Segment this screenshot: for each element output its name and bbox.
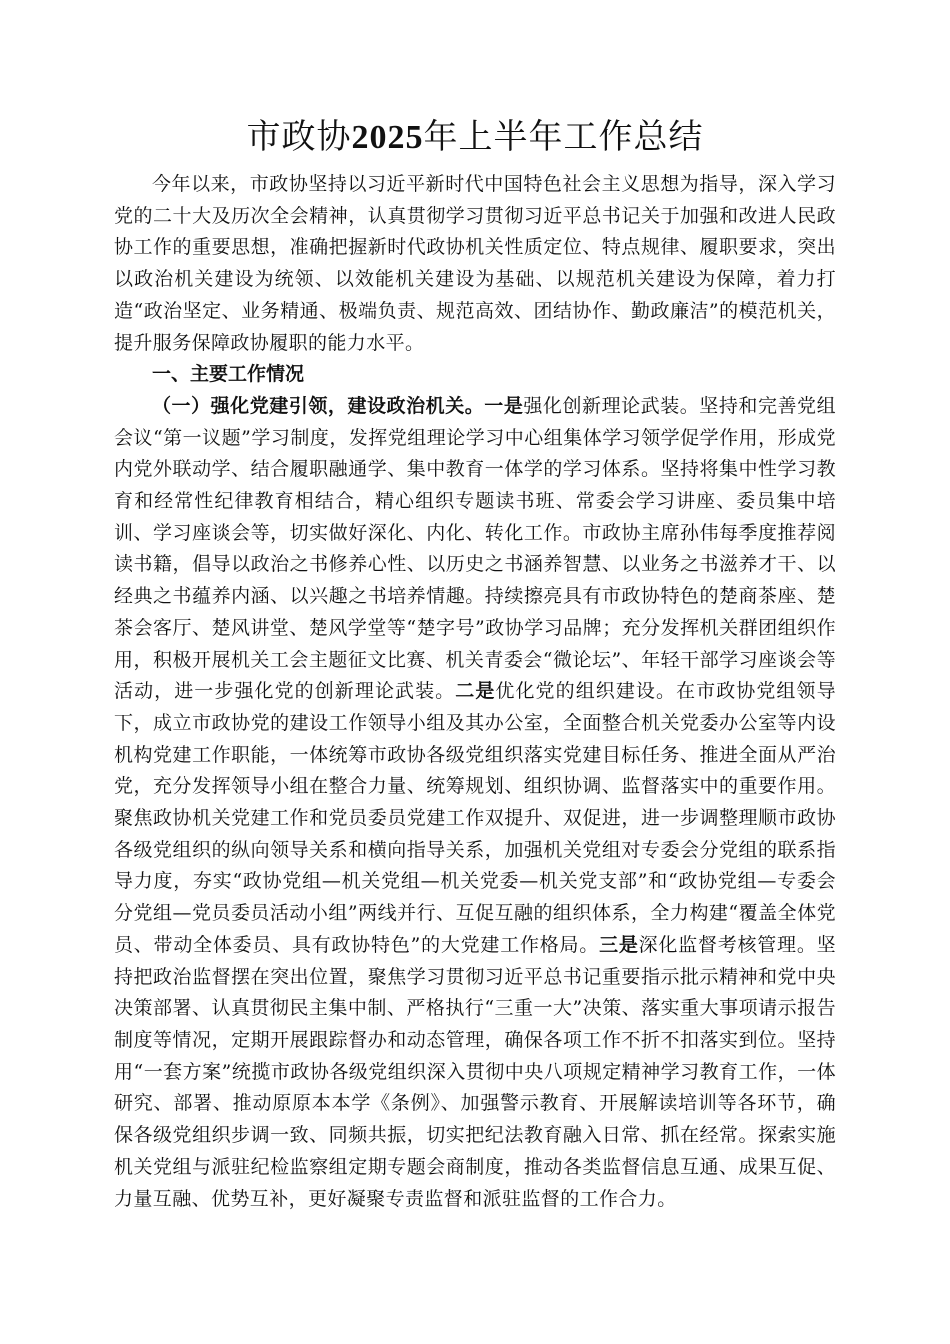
document-title [114, 112, 836, 163]
title-prefix: 市政协 [246, 117, 352, 157]
subsection-heading: （一）强化党建引领，建设政治机关。 [152, 394, 485, 417]
point-lead-1: 一是 [484, 394, 524, 417]
point-text-2: 优化党的组织建设。在市政协党组领导下，成立市政协党的建设工作领导小组及其办公室，全面整合机关党委办公室等内设机构党建工作职能，一体统筹市政协各级党组织落实党建目标任务、推进全面从严治党，充分发挥领导小组在整合力量、统筹规划、组织协调、监督落实中的重要作用。聚焦政协机关党建工作和党员委员党建工作双提升、双促进，进一步调整理顺市政协各级党组织的纵向领导关系和横向指导关系，加强机关党组对专委会分党组的联系指导力度，夯实“政协党组—机关党组—机关党委—机关党支部”和“政协党组—专委会分党组—党员委员活动小组”两线并行、互促互融的组织体系，全力构建“覆盖全体党员、带动全体委员、具有政协特色”的大党建工作格局。 [114, 680, 836, 956]
title-year: 2025 [351, 119, 424, 156]
point-lead-3: 三是 [599, 933, 639, 956]
section-paragraph [114, 391, 836, 1215]
section-heading: 一、主要工作情况 [152, 363, 305, 386]
point-text-3: 深化监督考核管理。坚持把政治监督摆在突出位置，聚焦学习贯彻习近平总书记重要指示批示精神和党中央决策部署、认真贯彻民主集中制、严格执行“三重一大”决策、落实重大事项请示报告制度等情况，定期开展跟踪督办和动态管理，确保各项工作不折不扣落实到位。坚持用“一套方案”统揽市政协各级党组织深入贯彻中央八项规定精神学习教育工作，一体研究、部署、推动原原本本学《条例》、加强警示教育、开展解读培训等各环节，确保各级党组织步调一致、同频共振，切实把纪法教育融入日常、抓在经常。探索实施机关党组与派驻纪检监察组定期专题会商制度，推动各类监督信息互通、成果互促、力量互融、优势互补，更好凝聚专责监督和派驻监督的工作合力。 [114, 933, 836, 1210]
intro-paragraph: 今年以来，市政协坚持以习近平新时代中国特色社会主义思想为指导，深入学习党的二十大及历次全会精神，认真贯彻学习贯彻习近平总书记关于加强和改进人民政协工作的重要思想，准确把握新时代政协机关性质定位、特点规律、履职要求，突出以政治机关建设为统领、以效能机关建设为基础、以规范机关建设为保障，着力打造“政治坚定、业务精通、极端负责、规范高效、团结协作、勤政廉洁”的模范机关，提升服务保障政协履职的能力水平。 [114, 173, 836, 354]
point-lead-2: 二是 [455, 680, 496, 703]
title-suffix: 年上半年工作总结 [423, 117, 704, 157]
document-page [114, 112, 836, 1215]
point-text-1: 强化创新理论武装。坚持和完善党组会议“第一议题”学习制度，发挥党组理论学习中心组集体学习领学促学作用，形成党内党外联动学、结合履职融通学、集中教育一体学的学习体系。坚持将集中性学习教育和经常性纪律教育相结合，精心组织专题读书班、常委会学习讲座、委员集中培训、学习座谈会等，切实做好深化、内化、转化工作。市政协主席孙伟每季度推荐阅读书籍，倡导以政治之书修养心性、以历史之书涵养智慧、以业务之书滋养才干、以经典之书蕴养内涵、以兴趣之书培养情趣。持续擦亮具有市政协特色的楚商茶座、楚茶会客厅、楚风讲堂、楚风学堂等“楚字号”政协学习品牌；充分发挥机关群团组织作用，积极开展机关工会主题征文比赛、机关青委会“微论坛”、年轻干部学习座谈会等活动，进一步强化党的创新理论武装。 [114, 394, 836, 703]
